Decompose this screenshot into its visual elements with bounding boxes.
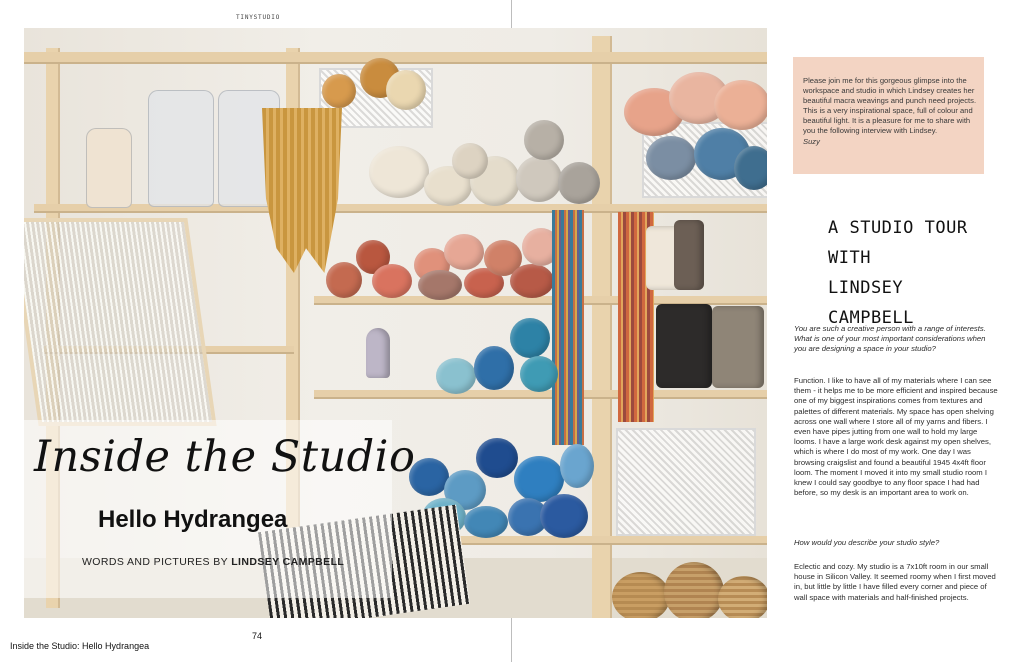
shelf-plank	[24, 52, 767, 64]
yarn-ball	[444, 234, 484, 270]
yarn-ball	[474, 346, 514, 390]
yarn-ball	[516, 156, 562, 202]
yarn-ball	[510, 264, 554, 298]
intro-signature: Suzy	[803, 136, 820, 146]
page-number: 74	[252, 631, 263, 641]
intro-text	[803, 76, 979, 147]
tour-title	[828, 213, 978, 333]
yarn-ball	[520, 356, 558, 392]
yarn-ball	[464, 506, 508, 538]
ceramic-lamp	[366, 328, 390, 378]
intro-body: Please join me for this gorgeous glimpse into the workspace and studio in which Lindsey creates her beautiful macra weavings and punch need projects. This is a very inspirational space, full of colour and beautiful light. It is a pleasure for me to share with you the following interview with Lindsey.	[803, 76, 977, 136]
yarn-ball	[524, 120, 564, 160]
yarn-cone	[674, 220, 704, 290]
yarn-ball	[510, 318, 550, 358]
byline-author: LINDSEY CAMPBELL	[231, 556, 345, 568]
yarn-ball	[646, 136, 696, 180]
yarn-ball	[558, 162, 600, 204]
interview-q1	[794, 324, 998, 355]
shelf-plank	[409, 536, 767, 545]
byline	[82, 556, 344, 568]
feature-title-bold: Hello Hydrangea	[98, 506, 288, 533]
shelf-post	[592, 36, 612, 618]
yarn-ball	[322, 74, 356, 108]
glass-jar	[148, 90, 214, 207]
yarn-ball	[714, 80, 767, 130]
yarn-ball	[452, 143, 488, 179]
interview-answer: Function. I like to have all of my materials where I can see them - it helps me to be more efficient and inspired because one of my biggest inspirations comes from textures and palettes of different materials. My space has open shelving across one wall where I store all of my yarns and fibers. I even have pipes jutting from one wall to hold my large looms. I have a large work desk against my open shelves, which is where I do most of my work. One day I was browsing craigslist and found a beautiful 1945 4x4ft floor loom. The moment I moved it into my small studio room I knew I could say goodbye to any floor space I had had before, so my desk is an important area to work on.	[794, 376, 998, 498]
yarn-ball	[540, 494, 588, 538]
ceramic-vase	[86, 128, 132, 208]
yarn-cone	[656, 304, 712, 388]
yarn-ball	[372, 264, 412, 298]
byline-prefix: WORDS AND PICTURES BY	[82, 556, 228, 568]
jute-spool	[664, 562, 724, 618]
yarn-ball	[734, 146, 767, 190]
tour-title-line2: LINDSEY CAMPBELL	[828, 278, 914, 328]
interview-a1	[794, 376, 998, 498]
yarn-ball	[418, 270, 462, 300]
interview-q2	[794, 538, 998, 548]
yarn-cone	[712, 306, 764, 388]
yarn-skein-hanging	[552, 210, 584, 445]
weaving-loom	[24, 218, 217, 426]
yarn-ball	[476, 438, 518, 478]
yarn-ball	[436, 358, 476, 394]
yarn-ball	[386, 70, 426, 110]
interview-a2	[794, 562, 998, 603]
yarn-ball	[560, 444, 594, 488]
interview-answer: Eclectic and cozy. My studio is a 7x10ft room in our small house in Silicon Valley. It seemed roomy when I first moved in, but little by little I have filled every corner and piece of wall space with materials and half-finished projects.	[794, 562, 996, 602]
yarn-ball	[326, 262, 362, 298]
magazine-brand: TINYSTUDIO	[236, 14, 281, 21]
jute-spool	[718, 576, 767, 618]
interview-question: You are such a creative person with a range of interests. What is one of your most important considerations when you are designing a space in your studio?	[794, 324, 986, 354]
running-title: Inside the Studio: Hello Hydrangea	[10, 641, 150, 651]
jute-spool	[612, 572, 670, 618]
shelf-plank	[34, 204, 767, 213]
interview-question: How would you describe your studio style?	[794, 538, 940, 547]
dowel-basket	[616, 428, 756, 536]
tour-title-line1: A STUDIO TOUR WITH	[828, 218, 968, 268]
feature-title-script: Inside the Studio	[34, 432, 416, 482]
yarn-ball	[369, 146, 429, 198]
